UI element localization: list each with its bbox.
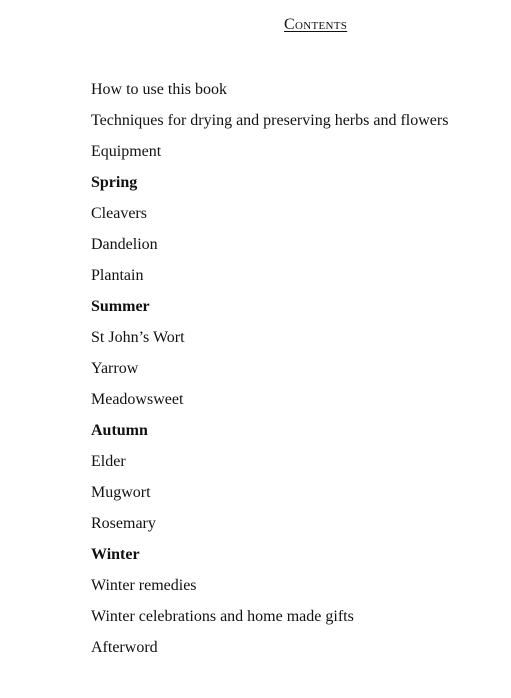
toc-entry: Equipment <box>91 143 162 160</box>
toc-entry: Meadowsweet <box>91 391 184 408</box>
toc-entry: Afterword <box>91 639 158 656</box>
toc-entry: Dandelion <box>91 236 158 253</box>
toc-section-heading: Autumn <box>91 422 148 439</box>
toc-entry: How to use this book <box>91 81 227 98</box>
toc-entry: Winter remedies <box>91 577 197 594</box>
toc-entry: St John’s Wort <box>91 329 185 346</box>
toc-section-heading: Winter <box>91 546 140 563</box>
toc-entry: Elder <box>91 453 126 470</box>
toc-entry: Mugwort <box>91 484 151 501</box>
toc-entry: Rosemary <box>91 515 156 532</box>
toc-section-heading: Summer <box>91 298 150 315</box>
page-title: Contents <box>284 16 348 33</box>
table-of-contents <box>91 79 448 668</box>
toc-entry: Cleavers <box>91 205 147 222</box>
toc-entry: Techniques for drying and preserving herbs and flowers <box>91 112 449 129</box>
toc-entry: Winter celebrations and home made gifts <box>91 608 354 625</box>
toc-entry: Yarrow <box>91 360 139 377</box>
toc-entry: Plantain <box>91 267 144 284</box>
toc-section-heading: Spring <box>91 174 138 191</box>
